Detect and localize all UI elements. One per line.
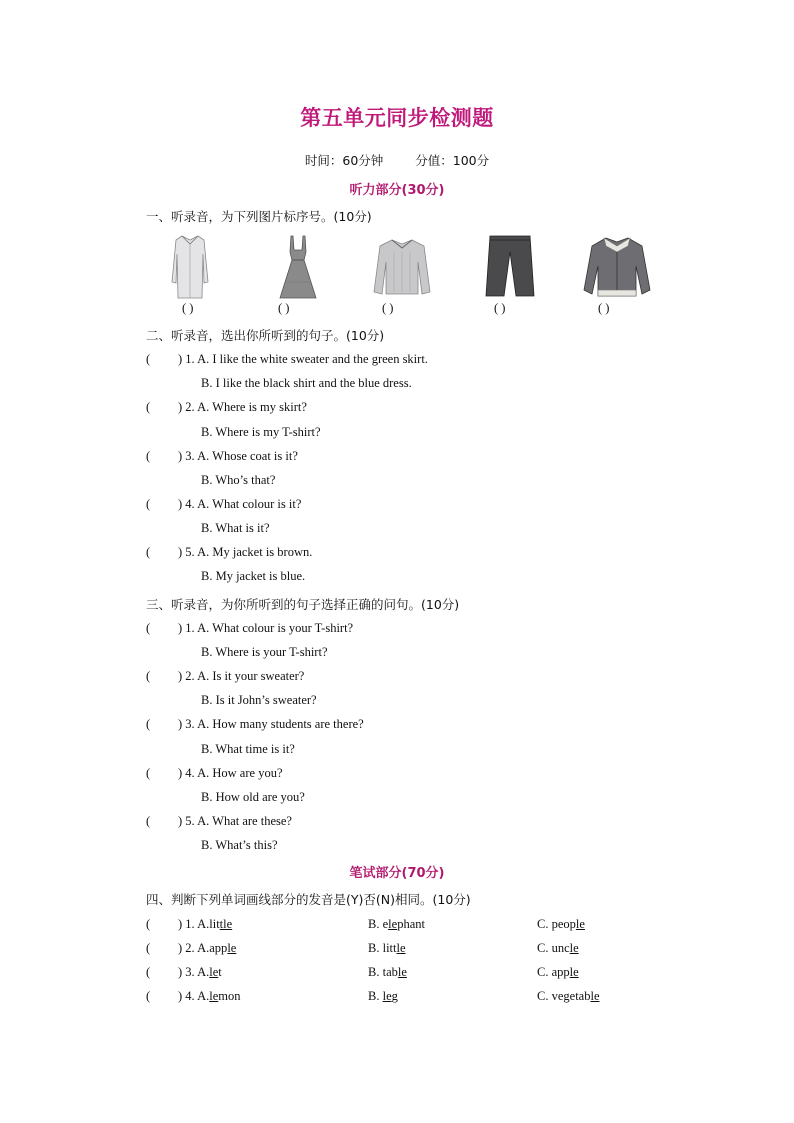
answer-blank[interactable]: ( ) xyxy=(182,301,194,315)
answer-bracket[interactable]: ( xyxy=(146,669,151,683)
answer-bracket[interactable]: ( xyxy=(146,814,151,828)
word-option-b: B. little xyxy=(368,941,406,955)
question-option-a: ) 1. A. What colour is your T-shirt? xyxy=(178,621,354,635)
answer-bracket[interactable]: ( xyxy=(146,989,151,1003)
dress-image xyxy=(276,232,320,302)
trousers-image xyxy=(484,232,536,302)
question-option-b: B. My jacket is blue. xyxy=(201,569,306,583)
word-option-a: ) 2. A.apple xyxy=(178,941,237,955)
question-option-b: B. Is it John’s sweater? xyxy=(201,693,317,707)
answer-bracket[interactable]: ( xyxy=(146,717,151,731)
answer-bracket[interactable]: ( xyxy=(146,766,151,780)
answer-blank[interactable]: ( ) xyxy=(278,301,290,315)
word-option-a: ) 3. A.let xyxy=(178,965,222,979)
question-option-a: ) 4. A. What colour is it? xyxy=(178,497,302,511)
shirt-image xyxy=(170,232,210,302)
section-3-heading: 三、听录音，为你所听到的句子选择正确的问句。(10分) xyxy=(146,597,460,612)
question-option-b: B. How old are you? xyxy=(201,790,305,804)
word-option-b: B. leg xyxy=(368,989,398,1003)
question-option-a: ) 5. A. My jacket is brown. xyxy=(178,545,313,559)
section-2-heading: 二、听录音，选出你所听到的句子。(10分) xyxy=(146,328,385,343)
time-label: 时间：60分钟 xyxy=(304,153,384,168)
answer-bracket[interactable]: ( xyxy=(146,449,151,463)
answer-blank[interactable]: ( ) xyxy=(598,301,610,315)
answer-bracket[interactable]: ( xyxy=(146,621,151,635)
score-label: 分值：100分 xyxy=(415,153,490,168)
question-option-a: ) 2. A. Is it your sweater? xyxy=(178,669,305,683)
answer-bracket[interactable]: ( xyxy=(146,352,151,366)
question-option-a: ) 4. A. How are you? xyxy=(178,766,283,780)
question-option-b: B. What time is it? xyxy=(201,742,295,756)
listening-part-heading: 听力部分(30分) xyxy=(349,183,445,198)
question-option-b: B. I like the black shirt and the blue dress. xyxy=(201,376,412,390)
word-option-a: ) 1. A.little xyxy=(178,917,233,931)
question-option-b: B. Where is my T-shirt? xyxy=(201,425,321,439)
word-option-a: ) 4. A.lemon xyxy=(178,989,241,1003)
answer-bracket[interactable]: ( xyxy=(146,545,151,559)
answer-bracket[interactable]: ( xyxy=(146,497,151,511)
question-option-a: ) 5. A. What are these? xyxy=(178,814,292,828)
question-option-a: ) 1. A. I like the white sweater and the green skirt. xyxy=(178,352,428,366)
writing-part-heading: 笔试部分(70分) xyxy=(349,866,445,881)
answer-bracket[interactable]: ( xyxy=(146,965,151,979)
exam-meta xyxy=(0,151,794,169)
answer-blank[interactable]: ( ) xyxy=(494,301,506,315)
answer-bracket[interactable]: ( xyxy=(146,400,151,414)
question-option-a: ) 3. A. Whose coat is it? xyxy=(178,449,298,463)
word-option-c: C. vegetable xyxy=(537,989,600,1003)
page-title: 第五单元同步检测题 xyxy=(300,106,494,130)
question-option-b: B. What is it? xyxy=(201,521,270,535)
answer-blank[interactable]: ( ) xyxy=(382,301,394,315)
word-option-c: C. uncle xyxy=(537,941,579,955)
word-option-b: B. elephant xyxy=(368,917,425,931)
answer-bracket[interactable]: ( xyxy=(146,941,151,955)
word-option-b: B. table xyxy=(368,965,407,979)
answer-bracket[interactable]: ( xyxy=(146,917,151,931)
question-option-a: ) 2. A. Where is my skirt? xyxy=(178,400,307,414)
jacket-image xyxy=(582,232,652,302)
section-1-heading: 一、听录音，为下列图片标序号。(10分) xyxy=(146,209,372,224)
question-option-b: B. Where is your T-shirt? xyxy=(201,645,328,659)
question-option-b: B. What’s this? xyxy=(201,838,278,852)
question-option-b: B. Who’s that? xyxy=(201,473,276,487)
sweater-image xyxy=(372,232,432,302)
question-option-a: ) 3. A. How many students are there? xyxy=(178,717,364,731)
word-option-c: C. people xyxy=(537,917,585,931)
section-4-heading: 四、判断下列单词画线部分的发音是(Y)否(N)相同。(10分) xyxy=(146,892,471,907)
word-option-c: C. apple xyxy=(537,965,579,979)
